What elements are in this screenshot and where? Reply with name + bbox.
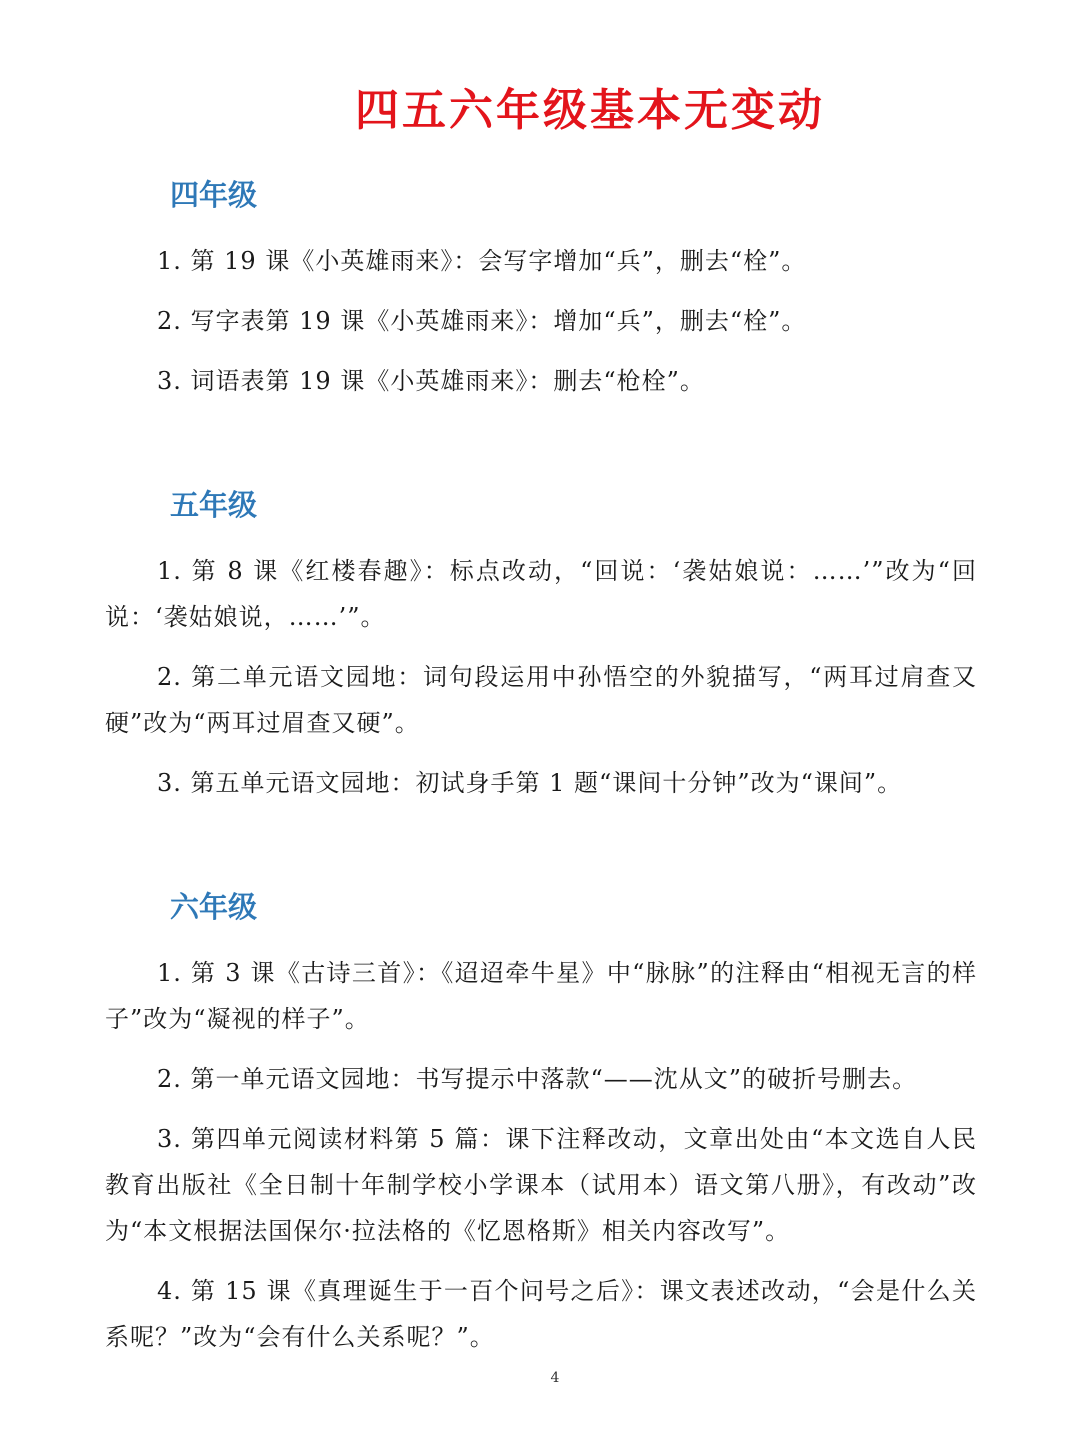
grade-6-item-4: 4. 第 15 课《真理诞生于一百个问号之后》：课文表述改动，“会是什么关系呢？”改为“会有什么关系呢？”。 [105,1277,977,1351]
section-heading-grade-5: 五年级 [170,488,258,522]
grade-4-item-1: 1. 第 19 课《小英雄雨来》：会写字增加“兵”，删去“栓”。 [157,247,807,275]
page-title: 四五六年级基本无变动 [355,85,825,136]
grade-6-item-2: 2. 第一单元语文园地：书写提示中落款“——沈从文”的破折号删去。 [157,1065,918,1093]
page-number: 4 [550,1370,560,1386]
section-heading-grade-4: 四年级 [170,178,258,212]
grade-4-item-3: 3. 词语表第 19 课《小英雄雨来》：删去“枪栓”。 [157,367,705,395]
grade-6-item-3: 3. 第四单元阅读材料第 5 篇：课下注释改动，文章出处由“本文选自人民教育出版社《全日制十年制学校小学课本（试用本）语文第八册》，有改动”改为“本文根据法国保尔·拉法格的《忆恩格斯》相关内容改写”。 [105,1125,977,1245]
grade-5-item-1: 1. 第 8 课《红楼春趣》：标点改动，“回说：‘袭姑娘说：……’”改为“回说：‘袭姑娘说，……’”。 [105,557,977,631]
grade-6-item-1: 1. 第 3 课《古诗三首》：《迢迢牵牛星》中“脉脉”的注释由“相视无言的样子”改为“凝视的样子”。 [105,959,977,1033]
grade-4-item-2: 2. 写字表第 19 课《小英雄雨来》：增加“兵”，删去“栓”。 [157,307,807,335]
grade-5-item-2: 2. 第二单元语文园地：词句段运用中孙悟空的外貌描写，“两耳过肩查又硬”改为“两耳过眉查又硬”。 [105,663,977,737]
section-heading-grade-6: 六年级 [170,890,258,924]
grade-5-item-3: 3. 第五单元语文园地：初试身手第 1 题“课间十分钟”改为“课间”。 [157,769,903,797]
